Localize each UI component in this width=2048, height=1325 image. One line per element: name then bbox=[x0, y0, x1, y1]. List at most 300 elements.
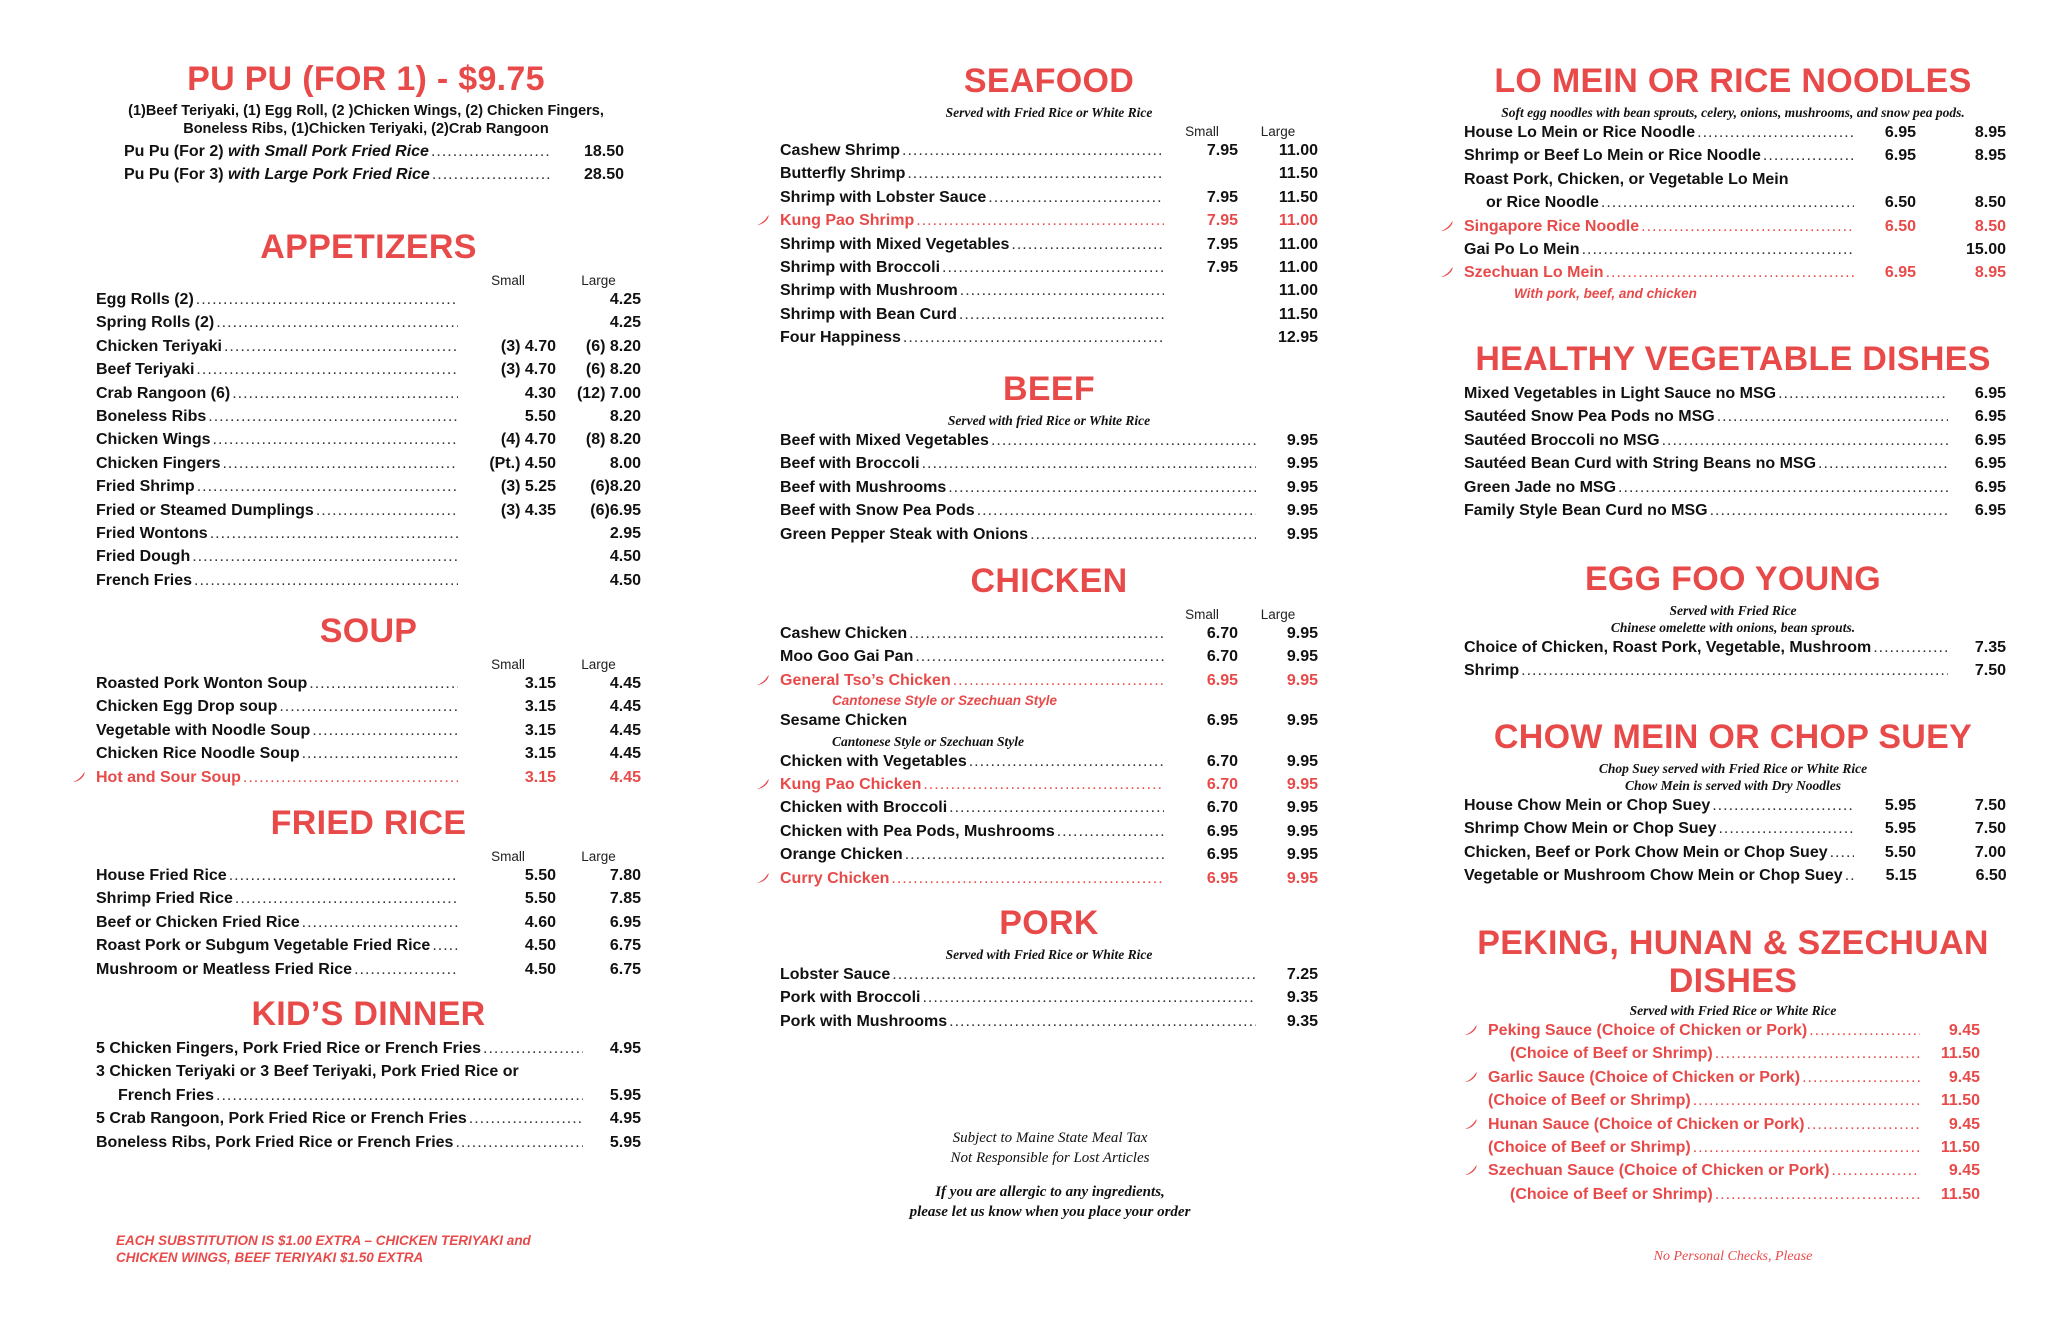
chili-pepper-icon bbox=[72, 771, 86, 783]
menu-item bbox=[1464, 841, 2006, 864]
small-price: (4) 4.70 bbox=[500, 431, 556, 449]
small-header: Small bbox=[1185, 124, 1219, 139]
large-price: 11.50 bbox=[1278, 188, 1318, 206]
leader-dots bbox=[1873, 636, 1948, 659]
pupu-item-note: with Small Pork Fried Rice bbox=[228, 143, 429, 160]
item-name: Cashew Chicken bbox=[780, 625, 908, 642]
footer-notes bbox=[780, 1128, 1320, 1222]
leader-dots bbox=[216, 1084, 583, 1107]
leader-dots bbox=[1697, 121, 1854, 144]
price: 11.50 bbox=[1940, 1092, 1980, 1110]
item-list bbox=[780, 963, 1318, 1033]
large-price: 4.50 bbox=[609, 571, 641, 589]
large-price: 8.95 bbox=[1974, 124, 2006, 141]
small-price: 7.95 bbox=[1206, 235, 1238, 253]
leader-dots bbox=[988, 186, 1164, 209]
price: 5.95 bbox=[609, 1133, 641, 1151]
large-price: 8.95 bbox=[1974, 147, 2006, 165]
menu-item bbox=[1464, 261, 2006, 284]
vegetable-section bbox=[1458, 340, 2008, 522]
pupu-items bbox=[96, 138, 624, 187]
item-name: Sesame Chicken bbox=[780, 712, 908, 730]
menu-item bbox=[96, 695, 641, 718]
menu-item bbox=[780, 209, 1318, 232]
menu-item bbox=[1464, 215, 2006, 238]
menu-item bbox=[96, 958, 641, 981]
item-name: Roasted Pork Wonton Soup bbox=[96, 675, 308, 692]
price: 9.95 bbox=[1286, 502, 1318, 520]
small-price: (3) 4.70 bbox=[500, 337, 556, 355]
small-price: 6.95 bbox=[1884, 147, 1916, 165]
item-name: Fried Wontons bbox=[96, 525, 208, 543]
leader-dots bbox=[216, 311, 458, 334]
menu-item bbox=[780, 162, 1318, 185]
price: 11.50 bbox=[1940, 1139, 1980, 1157]
leader-dots bbox=[192, 545, 458, 568]
leader-dots bbox=[922, 452, 1256, 475]
large-price: 9.95 bbox=[1286, 648, 1318, 666]
price: 9.35 bbox=[1286, 989, 1318, 1007]
lost-articles-note: Not Responsible for Lost Articles bbox=[950, 1150, 1150, 1166]
leader-dots bbox=[922, 986, 1256, 1009]
large-price: 4.25 bbox=[609, 314, 641, 332]
item-name: House Chow Mein or Chop Suey bbox=[1464, 797, 1711, 814]
item-name: Green Pepper Steak with Onions bbox=[780, 525, 1029, 543]
price: 7.50 bbox=[1974, 662, 2006, 680]
kids-item bbox=[96, 1084, 641, 1107]
menu-item bbox=[780, 986, 1318, 1009]
leader-dots bbox=[309, 672, 458, 695]
small-price: 7.95 bbox=[1206, 188, 1238, 206]
menu-item bbox=[780, 523, 1318, 546]
item-list bbox=[780, 429, 1318, 546]
size-header bbox=[96, 654, 641, 672]
substitution-note bbox=[116, 1232, 676, 1266]
leader-dots bbox=[1763, 144, 1854, 167]
price: 9.45 bbox=[1948, 1068, 1980, 1086]
menu-item bbox=[780, 963, 1318, 986]
kids-item bbox=[96, 1037, 641, 1060]
leader-dots bbox=[1718, 817, 1854, 840]
small-price: 3.15 bbox=[524, 721, 556, 739]
large-price: 9.95 bbox=[1286, 712, 1318, 730]
large-price: 8.20 bbox=[609, 408, 641, 426]
menu-item bbox=[780, 773, 1318, 796]
leader-dots bbox=[916, 209, 1164, 232]
item-note: Cantonese Style or Szechuan Style bbox=[832, 693, 1058, 709]
price: 9.45 bbox=[1948, 1022, 1980, 1039]
item-name: Curry Chicken bbox=[780, 869, 890, 887]
item-name: Crab Rangoon (6) bbox=[96, 384, 231, 402]
leader-dots bbox=[977, 499, 1256, 522]
price: 11.50 bbox=[1940, 1045, 1980, 1063]
small-price: (Pt.) 4.50 bbox=[489, 454, 556, 472]
price: 4.95 bbox=[609, 1040, 641, 1057]
price: 4.95 bbox=[609, 1110, 641, 1128]
item-name: Chicken with Vegetables bbox=[780, 752, 967, 770]
item-name: Chicken, Beef or Pork Chow Mein or Chop Suey bbox=[1464, 843, 1828, 861]
menu-item bbox=[780, 139, 1318, 162]
price: 6.95 bbox=[1974, 502, 2006, 520]
menu-item bbox=[1464, 476, 2006, 499]
small-price: 7.95 bbox=[1206, 259, 1238, 277]
large-header: Large bbox=[581, 273, 616, 288]
item-name: Vegetable with Noodle Soup bbox=[96, 721, 311, 739]
large-price: 6.75 bbox=[609, 960, 641, 978]
large-price: 9.95 bbox=[1286, 752, 1318, 770]
item-name: (Choice of Beef or Shrimp) bbox=[1488, 1139, 1691, 1157]
chili-pepper-icon bbox=[756, 674, 770, 686]
item-name: (Choice of Beef or Shrimp) bbox=[1510, 1185, 1713, 1203]
item-name: Green Jade no MSG bbox=[1464, 478, 1617, 496]
chili-pepper-icon bbox=[1440, 220, 1454, 232]
section-subtitle: Served with fried Rice or White Rice bbox=[947, 413, 1151, 428]
menu-item bbox=[780, 796, 1318, 819]
chili-pepper-icon bbox=[756, 778, 770, 790]
item-name: Garlic Sauce (Choice of Chicken or Pork) bbox=[1488, 1068, 1801, 1086]
large-price: 4.45 bbox=[609, 675, 641, 692]
item-list bbox=[1458, 121, 2006, 302]
small-price: 6.95 bbox=[1884, 124, 1916, 141]
leader-dots bbox=[354, 958, 458, 981]
large-price: (6)6.95 bbox=[590, 501, 641, 519]
item-name: Choice of Chicken, Roast Pork, Vegetable, Mushroom bbox=[1464, 639, 1872, 656]
chili-pepper-icon bbox=[1464, 1118, 1478, 1130]
leader-dots bbox=[907, 162, 1164, 185]
menu-item bbox=[96, 672, 641, 695]
section-title: FRIED RICE bbox=[270, 804, 467, 842]
soup-section bbox=[96, 612, 641, 789]
leader-dots bbox=[891, 867, 1164, 890]
menu-item bbox=[1464, 864, 2006, 887]
item-name: Beef Teriyaki bbox=[96, 361, 195, 379]
large-price: 12.95 bbox=[1277, 329, 1318, 347]
large-price: 8.50 bbox=[1974, 217, 2006, 235]
large-price: 8.00 bbox=[609, 454, 641, 472]
item-name: Sautéed Broccoli no MSG bbox=[1464, 431, 1660, 449]
item-name: General Tso’s Chicken bbox=[780, 671, 951, 689]
price: 7.35 bbox=[1974, 639, 2006, 656]
large-price: 7.80 bbox=[609, 867, 641, 884]
small-price: 4.30 bbox=[524, 384, 556, 402]
large-price: 4.50 bbox=[609, 548, 641, 566]
kids-dinner-items bbox=[96, 1037, 641, 1154]
item-name: Shrimp with Mushroom bbox=[780, 282, 958, 300]
menu-item bbox=[780, 645, 1318, 668]
price: 6.95 bbox=[1974, 385, 2006, 402]
small-price: 3.15 bbox=[524, 768, 556, 786]
menu-item bbox=[96, 382, 641, 405]
item-name: Pork with Broccoli bbox=[780, 989, 921, 1007]
fried-rice-section bbox=[96, 804, 641, 981]
pupu-item-2: Pu Pu (For 2) with Small Pork Fried Rice ..... 18.50 bbox=[124, 140, 624, 163]
item-name: Cashew Shrimp bbox=[780, 142, 901, 159]
peking-item bbox=[1488, 1066, 1980, 1089]
large-price: 11.00 bbox=[1278, 212, 1318, 230]
item-name: Chicken Fingers bbox=[96, 454, 221, 472]
leader-dots bbox=[455, 1131, 583, 1154]
chili-pepper-icon bbox=[1464, 1164, 1478, 1176]
menu-item bbox=[780, 452, 1318, 475]
pupu-description-line-2: Boneless Ribs, (1)Chicken Teriyaki, (2)Crab Rangoon bbox=[183, 121, 549, 137]
item-name: Vegetable or Mushroom Chow Mein or Chop Suey bbox=[1464, 867, 1843, 885]
price: 6.95 bbox=[1974, 455, 2006, 473]
substitution-line-2: CHICKEN WINGS, BEEF TERIYAKI $1.50 EXTRA bbox=[116, 1250, 424, 1265]
price: 9.35 bbox=[1286, 1012, 1318, 1030]
menu-item bbox=[1464, 794, 2006, 817]
item-name: Shrimp with Broccoli bbox=[780, 259, 941, 277]
price: 9.95 bbox=[1286, 432, 1318, 449]
item-name: Shrimp bbox=[1464, 662, 1520, 680]
menu-item bbox=[1464, 636, 2006, 659]
large-price: 9.95 bbox=[1286, 625, 1318, 642]
large-header: Large bbox=[1260, 124, 1296, 139]
lo-mein-section bbox=[1458, 62, 2008, 302]
chili-pepper-icon bbox=[1464, 1071, 1478, 1083]
no-checks-note: No Personal Checks, Please bbox=[1653, 1249, 1813, 1264]
leader-dots bbox=[1802, 1066, 1920, 1089]
price: 9.95 bbox=[1286, 478, 1318, 496]
item-name: 3 Chicken Teriyaki or 3 Beef Teriyaki, Pork Fried Rice or bbox=[96, 1063, 519, 1081]
peking-title-line-2: DISHES bbox=[1668, 962, 1798, 1000]
menu-item bbox=[96, 911, 641, 934]
menu-item bbox=[96, 428, 641, 451]
small-price: 4.50 bbox=[524, 960, 556, 978]
section-subtitle: Served with Fried Rice or White Rice bbox=[945, 105, 1153, 120]
small-price: 6.50 bbox=[1884, 217, 1916, 235]
menu-item bbox=[1464, 817, 2006, 840]
leader-dots bbox=[959, 303, 1164, 326]
small-price: 6.70 bbox=[1206, 625, 1238, 642]
item-name: Shrimp or Beef Lo Mein or Rice Noodle bbox=[1464, 147, 1761, 165]
leader-dots bbox=[1712, 794, 1854, 817]
item-name: Beef with Mushrooms bbox=[780, 478, 947, 496]
section-subtitle-1: Served with Fried Rice bbox=[1669, 603, 1797, 618]
seafood-section bbox=[780, 62, 1318, 350]
item-name: Kung Pao Shrimp bbox=[780, 212, 915, 230]
item-name: Spring Rolls (2) bbox=[96, 314, 215, 332]
small-price: 6.50 bbox=[1884, 194, 1916, 212]
leader-dots bbox=[948, 476, 1256, 499]
small-price: 5.95 bbox=[1884, 820, 1916, 838]
item-name: Four Happiness bbox=[780, 329, 901, 347]
item-name: Singapore Rice Noodle bbox=[1464, 217, 1640, 235]
menu-item bbox=[780, 499, 1318, 522]
leader-dots bbox=[1618, 476, 1948, 499]
allergy-note-line-1: If you are allergic to any ingredients, bbox=[935, 1184, 1165, 1200]
leader-dots bbox=[1693, 1136, 1920, 1159]
size-header bbox=[780, 604, 1318, 622]
price: 6.95 bbox=[1974, 408, 2006, 426]
item-name: Family Style Bean Curd no MSG bbox=[1464, 502, 1708, 520]
small-price: 6.95 bbox=[1206, 869, 1238, 887]
kids-dinner-title: KID’S DINNER bbox=[251, 995, 486, 1033]
leader-dots bbox=[1778, 382, 1948, 405]
menu-item bbox=[96, 475, 641, 498]
large-price: 9.95 bbox=[1286, 822, 1318, 840]
price: 9.95 bbox=[1286, 455, 1318, 473]
item-name: Shrimp Fried Rice bbox=[96, 890, 233, 908]
large-price: (6) 8.20 bbox=[585, 361, 641, 379]
small-header: Small bbox=[491, 657, 525, 672]
menu-item bbox=[780, 326, 1318, 349]
pupu-item-note: with Large Pork Fried Rice bbox=[228, 166, 430, 184]
item-name: Chicken Rice Noodle Soup bbox=[96, 745, 300, 763]
leader-dots bbox=[194, 569, 458, 592]
large-price: 9.95 bbox=[1286, 671, 1318, 689]
leader-dots bbox=[1693, 1089, 1920, 1112]
item-name: House Lo Mein or Rice Noodle bbox=[1464, 124, 1696, 141]
menu-item bbox=[96, 742, 641, 765]
small-price: 6.95 bbox=[1206, 712, 1238, 730]
small-header: Small bbox=[491, 273, 525, 288]
item-name: Boneless Ribs, Pork Fried Rice or French Fries bbox=[96, 1133, 454, 1151]
large-header: Large bbox=[1260, 607, 1296, 622]
menu-item bbox=[96, 335, 641, 358]
small-price: 4.50 bbox=[524, 937, 556, 955]
item-name: Fried or Steamed Dumplings bbox=[96, 501, 314, 519]
peking-item bbox=[1488, 1136, 1980, 1159]
item-list bbox=[96, 864, 641, 981]
large-price: 4.45 bbox=[609, 768, 641, 786]
item-name: Shrimp with Mixed Vegetables bbox=[780, 235, 1010, 253]
leader-dots bbox=[902, 139, 1164, 162]
item-name: Lobster Sauce bbox=[780, 966, 891, 983]
large-price: 4.45 bbox=[609, 721, 641, 739]
item-name: Egg Rolls (2) bbox=[96, 291, 194, 308]
leader-dots bbox=[196, 358, 458, 381]
leader-dots bbox=[197, 475, 458, 498]
leader-dots bbox=[243, 766, 458, 789]
small-price: 5.50 bbox=[1884, 843, 1916, 861]
item-name: Shrimp with Lobster Sauce bbox=[780, 188, 987, 206]
small-price: 4.60 bbox=[524, 913, 556, 931]
item-name: Beef or Chicken Fried Rice bbox=[96, 913, 300, 931]
section-title: SOUP bbox=[319, 612, 418, 650]
menu-item bbox=[1464, 121, 2006, 144]
menu-item bbox=[96, 569, 641, 592]
large-price: 11.00 bbox=[1278, 142, 1318, 159]
large-price: 9.95 bbox=[1286, 799, 1318, 817]
item-name: Shrimp Chow Mein or Chop Suey bbox=[1464, 820, 1717, 838]
item-name: 5 Crab Rangoon, Pork Fried Rice or French Fries bbox=[96, 1110, 467, 1128]
large-price: 4.25 bbox=[609, 291, 641, 308]
leader-dots bbox=[1601, 191, 1854, 214]
large-price: (8) 8.20 bbox=[585, 431, 641, 449]
menu-item bbox=[96, 766, 641, 789]
egg-foo-young-section bbox=[1458, 560, 2008, 683]
small-price: 5.50 bbox=[524, 867, 556, 884]
pork-section bbox=[780, 904, 1318, 1033]
menu-item bbox=[96, 864, 641, 887]
large-price: 7.00 bbox=[1974, 843, 2006, 861]
leader-dots bbox=[469, 1107, 583, 1130]
price: 9.95 bbox=[1286, 525, 1318, 543]
leader-dots bbox=[960, 279, 1164, 302]
small-price: 5.15 bbox=[1885, 867, 1917, 885]
leader-dots bbox=[1715, 1183, 1920, 1206]
pupu-section bbox=[96, 60, 636, 187]
peking-section bbox=[1458, 924, 2008, 1206]
leader-dots bbox=[196, 288, 458, 311]
small-price: 5.95 bbox=[1884, 797, 1916, 814]
meal-tax-note: Subject to Maine State Meal Tax bbox=[952, 1130, 1148, 1146]
pupu-item-3: Pu Pu (For 3) with Large Pork Fried Rice ..... 28.50 bbox=[124, 163, 624, 186]
leader-dots bbox=[1807, 1113, 1921, 1136]
size-header bbox=[96, 846, 641, 864]
menu-item bbox=[1464, 499, 2006, 522]
section-title: APPETIZERS bbox=[260, 228, 477, 266]
item-name: Hunan Sauce (Choice of Chicken or Pork) bbox=[1488, 1115, 1805, 1133]
small-price: 6.95 bbox=[1206, 671, 1238, 689]
section-subtitle-2: Chow Mein is served with Dry Noodles bbox=[1624, 778, 1841, 793]
price: 9.45 bbox=[1948, 1162, 1980, 1180]
large-price: 6.95 bbox=[609, 913, 641, 931]
menu-item bbox=[96, 545, 641, 568]
large-price: 9.95 bbox=[1286, 846, 1318, 864]
price: 5.95 bbox=[609, 1086, 641, 1104]
leader-dots bbox=[432, 934, 458, 957]
leader-dots bbox=[923, 773, 1164, 796]
leader-dots bbox=[1717, 405, 1948, 428]
item-list bbox=[1458, 636, 2006, 683]
large-price: (6)8.20 bbox=[590, 478, 641, 496]
menu-item bbox=[780, 709, 1318, 732]
leader-dots bbox=[279, 695, 458, 718]
peking-item bbox=[1488, 1019, 1980, 1042]
peking-subtitle: Served with Fried Rice or White Rice bbox=[1629, 1003, 1837, 1018]
large-price: 7.50 bbox=[1974, 820, 2006, 838]
menu-item bbox=[780, 186, 1318, 209]
small-price: 3.15 bbox=[524, 698, 556, 716]
item-note: With pork, beef, and chicken bbox=[1514, 285, 1697, 301]
large-price: 4.45 bbox=[609, 745, 641, 763]
menu-item bbox=[780, 867, 1318, 890]
leader-dots bbox=[892, 963, 1256, 986]
menu-item bbox=[1464, 405, 2006, 428]
leader-dots bbox=[903, 326, 1164, 349]
peking-item bbox=[1488, 1113, 1980, 1136]
item-name: Beef with Mixed Vegetables bbox=[780, 432, 989, 449]
menu-item bbox=[1464, 659, 2006, 682]
large-price: 9.95 bbox=[1286, 869, 1318, 887]
small-price: 6.95 bbox=[1206, 822, 1238, 840]
menu-item bbox=[1464, 238, 2006, 261]
leader-dots bbox=[1582, 238, 1854, 261]
item-name: Chicken Wings bbox=[96, 431, 211, 449]
small-price: 6.70 bbox=[1206, 776, 1238, 794]
small-price: (3) 4.70 bbox=[500, 361, 556, 379]
large-price: 7.85 bbox=[609, 890, 641, 908]
menu-item bbox=[1464, 191, 2006, 214]
menu-item bbox=[96, 452, 641, 475]
leader-dots bbox=[229, 864, 458, 887]
item-name: Mixed Vegetables in Light Sauce no MSG bbox=[1464, 385, 1777, 402]
item-name: Szechuan Lo Mein bbox=[1464, 264, 1604, 282]
leader-dots bbox=[213, 428, 458, 451]
leader-dots bbox=[1662, 429, 1948, 452]
menu-item bbox=[780, 750, 1318, 773]
large-price: (6) 8.20 bbox=[585, 337, 641, 355]
beef-section bbox=[780, 370, 1318, 546]
menu-item bbox=[780, 429, 1318, 452]
section-title: LO MEIN OR RICE NOODLES bbox=[1494, 62, 1972, 100]
large-price: 11.00 bbox=[1278, 282, 1318, 300]
substitution-line-1: EACH SUBSTITUTION IS $1.00 EXTRA – CHICKEN TERIYAKI and bbox=[116, 1233, 531, 1248]
section-title: CHICKEN bbox=[970, 562, 1128, 600]
pupu-description-line-1: (1)Beef Teriyaki, (1) Egg Roll, (2 )Chicken Wings, (2) Chicken Fingers, bbox=[128, 103, 604, 119]
section-subtitle: Served with Fried Rice or White Rice bbox=[945, 947, 1153, 962]
